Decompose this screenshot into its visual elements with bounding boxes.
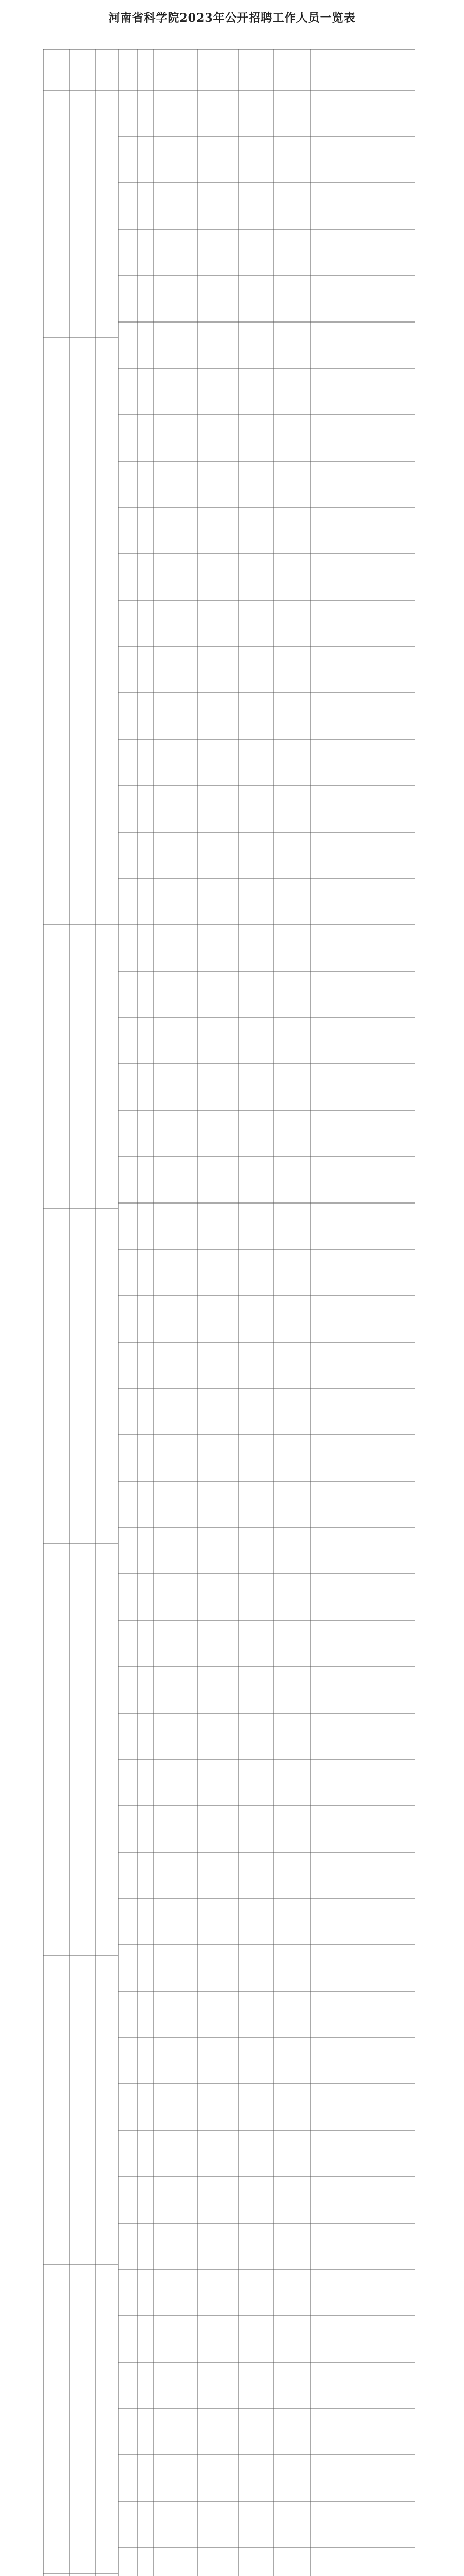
table-grid: [43, 49, 415, 2576]
table-border: [43, 49, 415, 2576]
page-title: 河南省科学院2023年公开招聘工作人员一览表: [108, 11, 356, 25]
recruitment-table: [43, 49, 415, 2576]
